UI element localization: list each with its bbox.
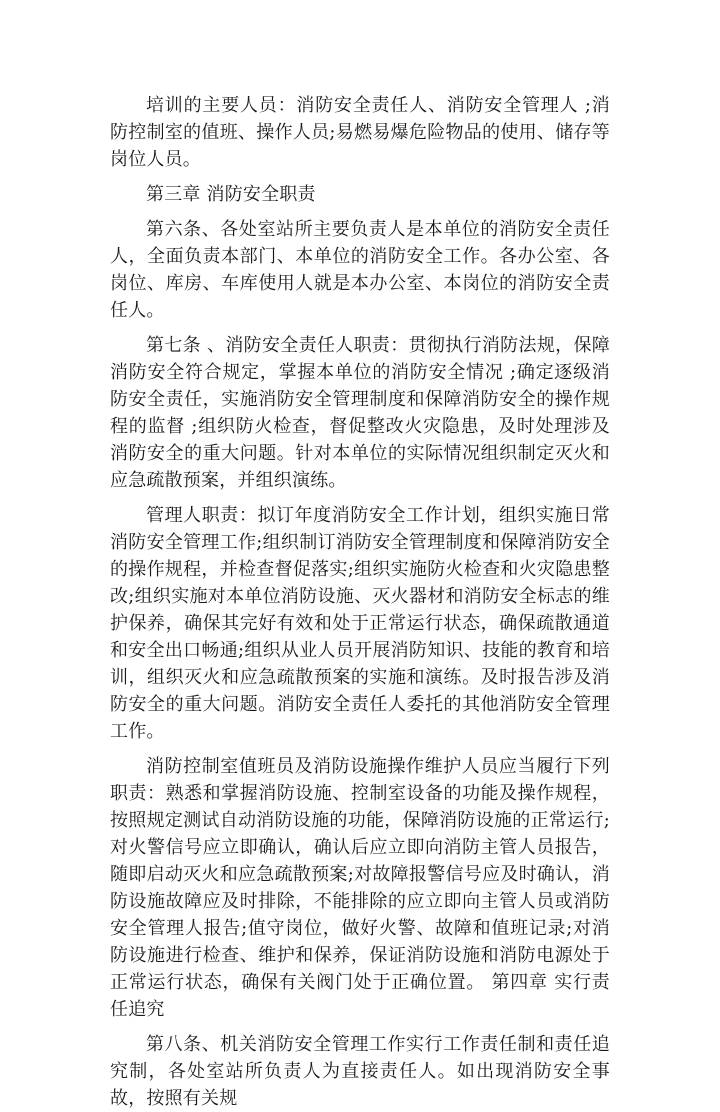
article-six-paragraph: 第六条、各处室站所主要负责人是本单位的消防安全责任人，全面负责本部门、本单位的消防安全工作。各办公室、各岗位、库房、车库使用人就是本办公室、本岗位的消防安全责任人。	[110, 219, 610, 321]
paragraph-training-personnel: 培训的主要人员：消防安全责任人、消防安全管理人 ;消防控制室的值班、操作人员;易燃易爆危险物品的使用、储存等岗位人员。	[110, 95, 610, 170]
document-body	[110, 92, 610, 1112]
control-room-duties-paragraph: 消防控制室值班员及消防设施操作维护人员应当履行下列职责：熟悉和掌握消防设施、控制室设备的功能及操作规程，按照规定测试自动消防设施的功能，保障消防设施的正常运行;对火警信号应立即确认，确认后应立即向消防主管人员报告，随即启动灭火和应急疏散预案;对故障报警信号应及时确认，消防设施故障应及时排除，不能排除的应立即向主管人员或消防安全管理人报告;值守岗位，做好火警、故障和值班记录;对消防设施进行检查、维护和保养，保证消防设施和消防电源处于正常运行状态，确保有关阀门处于正确位置。 第四章 实行责任追究	[110, 756, 610, 1020]
article-eight-paragraph: 第八条、机关消防安全管理工作实行工作责任制和责任追究制，各处室站所负责人为直接责任人。如出现消防安全事故，按照有关规	[110, 1034, 610, 1109]
article-seven-paragraph: 第七条 、消防安全责任人职责：贯彻执行消防法规，保障消防安全符合规定，掌握本单位的消防安全情况 ;确定逐级消防安全责任，实施消防安全管理制度和保障消防安全的操作规程的监督 ;组织防火检查，督促整改火灾隐患，及时处理涉及消防安全的重大问题。针对本单位的实际情况组织制定灭火和应急疏散预案，并组织演练。	[110, 335, 610, 491]
chapter-three-heading: 第三章 消防安全职责	[146, 184, 316, 205]
manager-duties-paragraph: 管理人职责：拟订年度消防安全工作计划，组织实施日常消防安全管理工作;组织制订消防安全管理制度和保障消防安全的操作规程，并检查督促落实;组织实施防火检查和火灾隐患整改;组织实施对本单位消防设施、灭火器材和消防安全标志的维护保养，确保其完好有效和处于正常运行状态，确保疏散通道和安全出口畅通;组织从业人员开展消防知识、技能的教育和培训，组织灭火和应急疏散预案的实施和演练。及时报告涉及消防安全的重大问题。消防安全责任人委托的其他消防安全管理工作。	[110, 505, 610, 742]
